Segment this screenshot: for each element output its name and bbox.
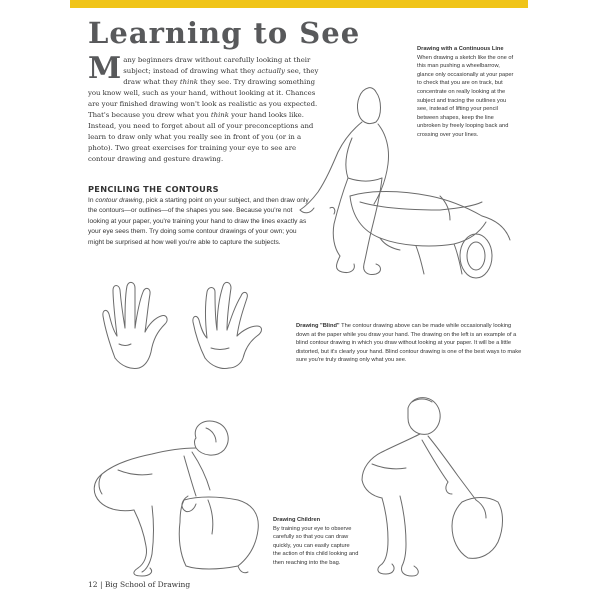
caption-drawing-blind-title: Drawing "Blind"	[296, 323, 340, 329]
book-title: Big School of Drawing	[104, 580, 191, 589]
page-footer	[88, 580, 190, 589]
child-looking-sketch	[88, 418, 268, 578]
caption-drawing-children-title: Drawing Children	[273, 517, 321, 523]
intro-text	[88, 51, 319, 163]
caption-drawing-blind	[296, 322, 522, 365]
intro-text-segment: see, they draw what they	[123, 67, 319, 86]
intro-text-segment: think	[179, 78, 198, 86]
section-text-segment: In	[88, 197, 96, 204]
caption-drawing-children-body: By training your eye to observe carefully so that you can draw quickly, you can easily capture the action of this child looking and then reaching into the bag.	[273, 525, 359, 566]
section-text-segment: , pick a starting point on your subject, and then draw only the contours—or outlines—of the shapes you see. Because you're not looking at your paper, you're training your hand to draw the lines exactly as your eye sees them. Try doing some contour drawings of your own; you might be surprised at how well you're able to capture the subjects.	[88, 197, 309, 246]
intro-text-segment: think	[210, 111, 229, 119]
intro-text-segment: your hand looks like. Instead, you need to forget about all of your preconceptions and learn to draw only what you really see in front of you (or in a photo). Two great exercises for training your eye to see are contour drawing and gesture drawing.	[88, 111, 314, 163]
section-paragraph	[88, 196, 314, 248]
page-number: 12	[88, 580, 98, 589]
drop-cap: M	[88, 51, 122, 86]
hands-sketch	[95, 278, 275, 370]
intro-text-segment: actually	[257, 67, 285, 75]
caption-continuous-line-title: Drawing with a Continuous Line	[417, 46, 504, 52]
child-reaching-sketch	[352, 392, 512, 582]
section-text-segment: contour drawing	[95, 197, 143, 204]
caption-drawing-blind-body: The contour drawing above can be made while occasionally looking down at the paper while you draw your hand. The drawing on the left is an example of a blind contour drawing in which you draw without looking at your paper. It will be a little distorted, but it's clearly your hand. Blind contour drawing is one of the best ways to make sure you're truly drawing only what you see.	[296, 323, 522, 364]
section-heading: PENCILING THE CONTOURS	[88, 184, 219, 194]
footer-separator: |	[99, 580, 103, 589]
caption-continuous-line	[417, 45, 516, 140]
intro-text-segment: any beginners draw without carefully looking at their subject; instead of drawing what they	[123, 56, 311, 75]
caption-drawing-children	[273, 516, 359, 568]
intro-text-segment: they see. Try drawing something you know well, such as your hand, without looking at it. Chances are your finished drawing won't look as realistic as you expected. That's because you drew what you	[88, 78, 318, 119]
intro-paragraph	[88, 51, 320, 165]
accent-bar	[70, 0, 528, 8]
section-text	[88, 197, 309, 246]
caption-continuous-line-body: When drawing a sketch like the one of this man pushing a wheelbarrow, glance only occasionally at your paper to check that you are on track, but concentrate on really looking at the subject and tracing the outlines you see, instead of lifting your pencil between shapes, keep the line unbroken by freely looping back and crossing over your lines.	[417, 54, 514, 138]
page-title: Learning to See	[88, 16, 361, 50]
